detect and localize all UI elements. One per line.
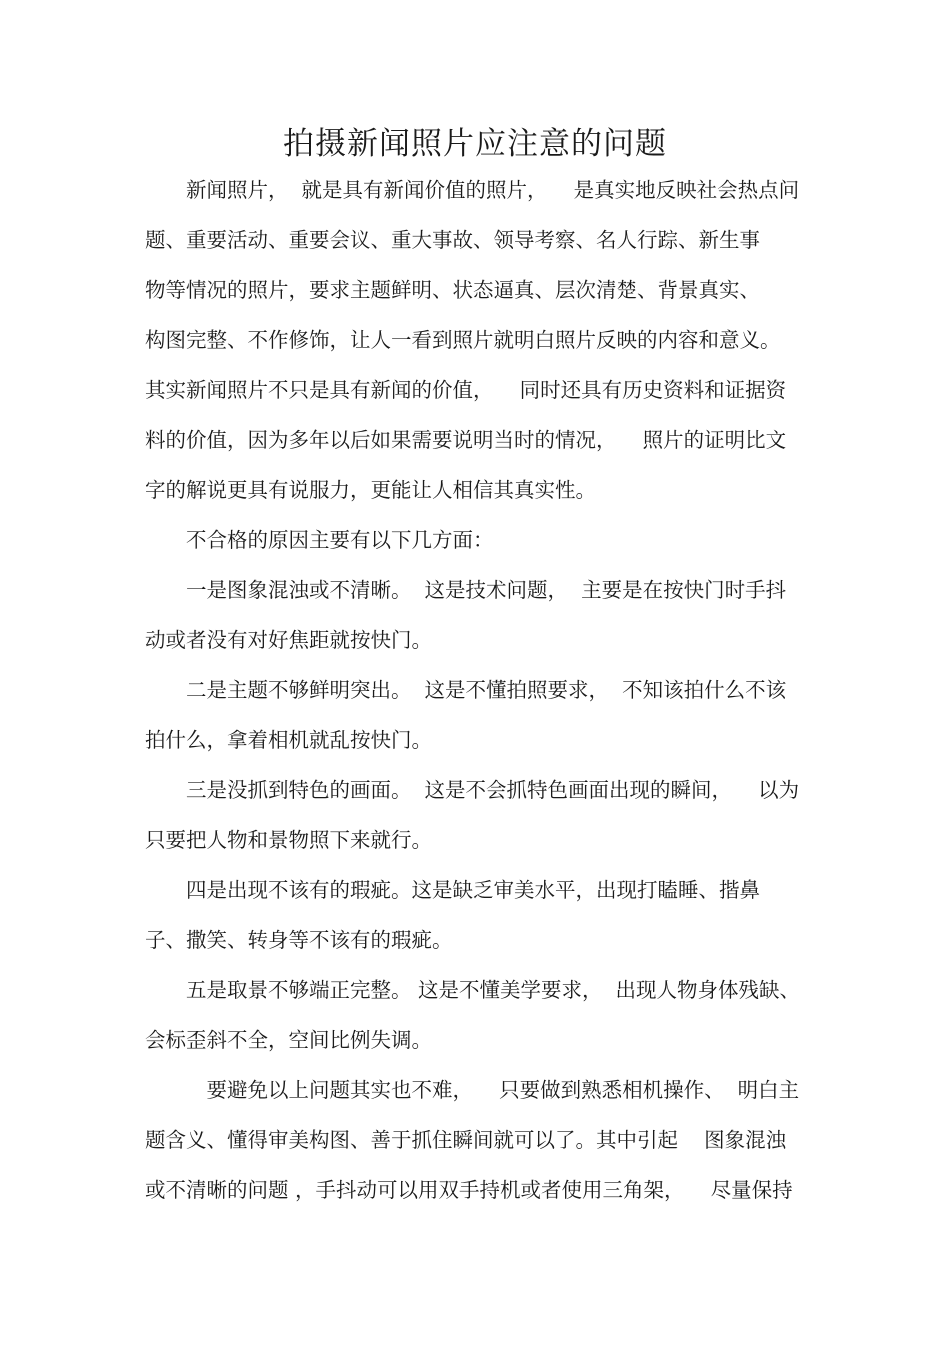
text-line: 五是取景不够端正完整。 这是不懂美学要求， 出现人物身体残缺、 <box>145 978 801 1002</box>
text-line: 题、重要活动、重要会议、重大事故、领导考察、名人行踪、新生事 <box>145 228 760 252</box>
text-line: 动或者没有对好焦距就按快门。 <box>145 628 432 652</box>
text-line: 料的价值，因为多年以后如果需要说明当时的情况， 照片的证明比文 <box>145 428 787 452</box>
text-line: 一是图象混浊或不清晰。 这是技术问题， 主要是在按快门时手抖 <box>145 578 787 602</box>
text-line: 要避免以上问题其实也不难， 只要做到熟悉相机操作、 明白主 <box>145 1078 800 1102</box>
text-line: 会标歪斜不全，空间比例失调。 <box>145 1028 432 1052</box>
text-line: 字的解说更具有说服力，更能让人相信其真实性。 <box>145 478 596 502</box>
document-title: 拍摄新闻照片应注意的问题 <box>283 126 667 162</box>
text-line: 题含义、懂得审美构图、善于抓住瞬间就可以了。其中引起 图象混浊 <box>145 1128 787 1152</box>
text-line: 三是没抓到特色的画面。 这是不会抓特色画面出现的瞬间， 以为 <box>145 778 800 802</box>
text-line: 新闻照片， 就是具有新闻价值的照片， 是真实地反映社会热点问 <box>145 178 800 202</box>
text-line: 构图完整、不作修饰，让人一看到照片就明白照片反映的内容和意义。 <box>145 328 781 352</box>
text-line: 其实新闻照片不只是具有新闻的价值， 同时还具有历史资料和证据资 <box>145 378 787 402</box>
text-line: 或不清晰的问题 ，手抖动可以用双手持机或者使用三角架， 尽量保持 <box>145 1178 793 1202</box>
text-line: 物等情况的照片，要求主题鲜明、状态逼真、层次清楚、背景真实、 <box>145 278 760 302</box>
text-line: 四是出现不该有的瑕疵。这是缺乏审美水平，出现打瞌睡、揩鼻 <box>145 878 760 902</box>
text-line: 二是主题不够鲜明突出。 这是不懂拍照要求， 不知该拍什么不该 <box>145 678 787 702</box>
text-line: 拍什么，拿着相机就乱按快门。 <box>145 728 432 752</box>
text-line: 不合格的原因主要有以下几方面： <box>145 528 494 552</box>
text-line: 子、撒笑、转身等不该有的瑕疵。 <box>145 928 453 952</box>
text-line: 只要把人物和景物照下来就行。 <box>145 828 432 852</box>
